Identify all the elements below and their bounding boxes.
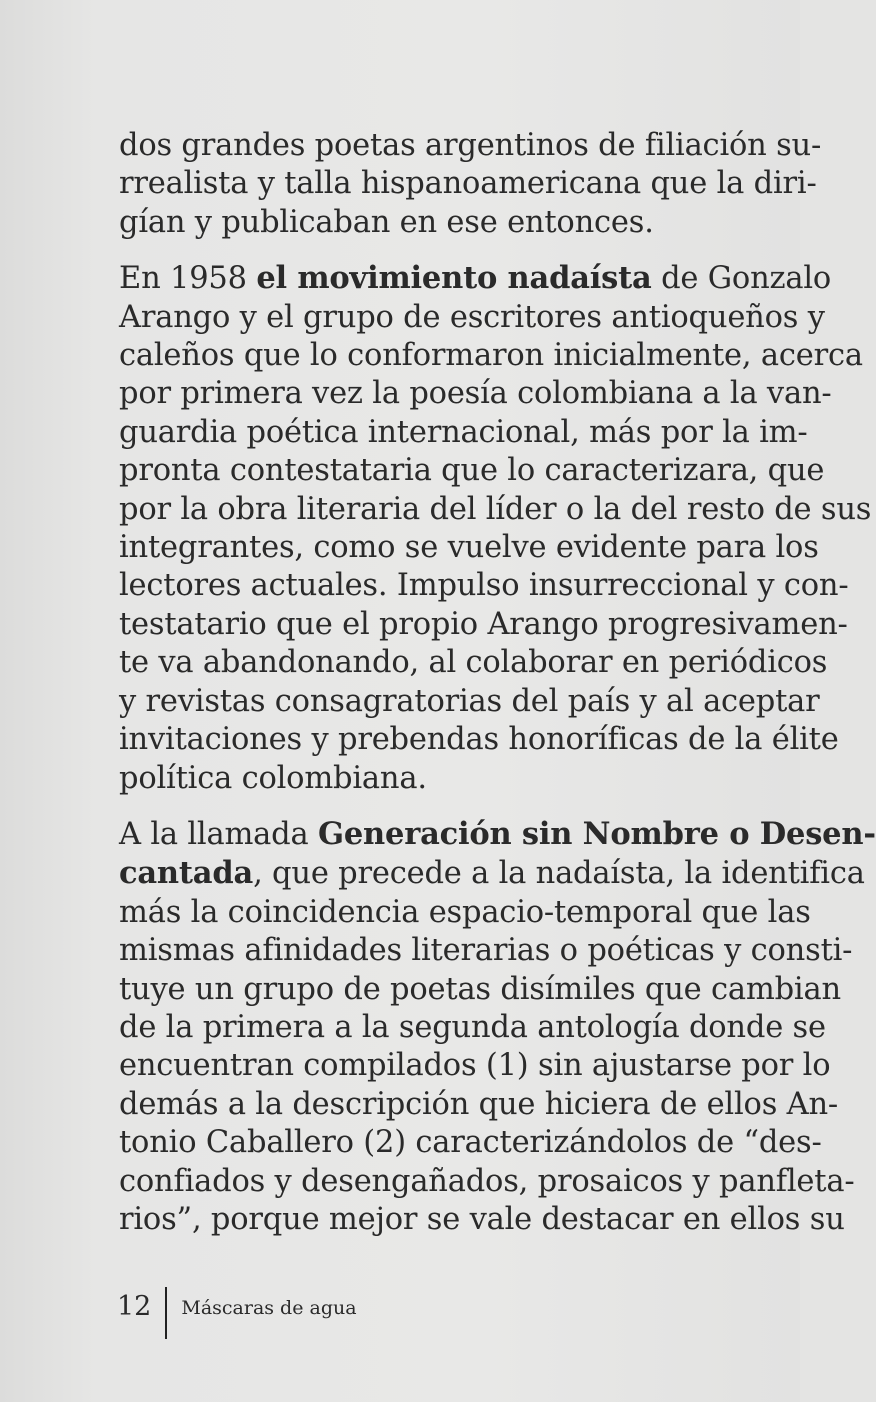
text-run: mismas afinidades literarias o poéticas y consti- (119, 933, 853, 969)
text-line (119, 1086, 839, 1124)
text-line (119, 760, 757, 798)
text-run: guardia poética internacional, más por la im- (119, 414, 808, 450)
text-run: A la llamada (119, 816, 318, 852)
body-text (119, 127, 876, 1239)
page-footer (117, 1287, 357, 1339)
text-line (119, 683, 820, 721)
text-line (119, 165, 817, 203)
text-run: política colombiana. (119, 760, 427, 796)
text-line (119, 971, 841, 1009)
text-line (119, 854, 865, 893)
text-run: y revistas consagratorias del país y al aceptar (119, 683, 820, 719)
text-run: dos grandes poetas argentinos de filiación su- (119, 128, 822, 163)
text-run: por la obra literaria del líder o la del resto de sus (119, 491, 872, 527)
text-run: gían y publicaban en ese entonces. (119, 204, 654, 240)
text-line (119, 337, 863, 375)
text-run: lectores actuales. Impulso insurreccional y con- (119, 568, 849, 604)
text-line (119, 567, 849, 605)
text-line (119, 1201, 845, 1239)
text-run: rios”, porque mejor se vale destacar en ellos su (119, 1201, 845, 1237)
text-line (119, 894, 811, 932)
text-run: encuentran compilados (1) sin ajustarse por lo (119, 1048, 831, 1084)
text-line (119, 1124, 822, 1162)
text-run: más la coincidencia espacio-temporal que las (119, 894, 811, 930)
running-title: Máscaras de agua (181, 1297, 357, 1319)
text-run: , que precede a la nadaísta, la identifica (253, 856, 865, 892)
text-line (119, 1163, 855, 1201)
footer-divider (165, 1287, 167, 1339)
text-line (119, 452, 825, 490)
text-line (119, 721, 839, 759)
text-line (119, 644, 828, 682)
text-run: invitaciones y prebendas honoríficas de la élite (119, 722, 839, 758)
text-run: confiados y desengañados, prosaicos y panfleta- (119, 1163, 855, 1199)
text-line (119, 375, 832, 413)
text-line (119, 204, 757, 242)
text-line (119, 1009, 826, 1047)
text-run: rrealista y talla hispanoamericana que la diri- (119, 166, 817, 202)
text-line (119, 127, 822, 165)
paragraph (119, 127, 822, 242)
text-run: de Gonzalo (651, 261, 832, 297)
text-line (119, 299, 825, 337)
paragraph (119, 259, 872, 798)
text-line (119, 491, 872, 529)
text-run: tuye un grupo de poetas disímiles que cambian (119, 971, 841, 1007)
bold-term: cantada (119, 855, 254, 892)
text-line (119, 1047, 831, 1085)
text-run: demás a la descripción que hiciera de ellos An- (119, 1086, 839, 1122)
page-number: 12 (117, 1291, 152, 1322)
text-line (119, 259, 832, 298)
text-run: de la primera a la segunda antología donde se (119, 1009, 826, 1045)
text-run: Arango y el grupo de escritores antioqueños y (119, 299, 825, 335)
text-run: pronta contestataria que lo caracterizara, que (119, 453, 825, 489)
text-line (119, 606, 848, 644)
text-line (119, 932, 853, 970)
text-run: integrantes, como se vuelve evidente para los (119, 530, 819, 566)
bold-term: el movimiento nadaísta (256, 260, 652, 297)
bold-term: Generación sin Nombre o Desen- (317, 815, 876, 852)
text-run: caleños que lo conformaron inicialmente, acerca (119, 338, 863, 374)
text-run: En 1958 (119, 261, 257, 297)
text-run: te va abandonando, al colaborar en periódicos (119, 645, 828, 681)
paragraph (119, 815, 876, 1239)
text-run: por primera vez la poesía colombiana a la van- (119, 376, 832, 412)
text-line (119, 414, 808, 452)
text-run: tonio Caballero (2) caracterizándolos de “des- (119, 1125, 822, 1161)
text-line (119, 529, 819, 567)
text-run: testatario que el propio Arango progresivamen- (119, 606, 848, 642)
text-line (119, 815, 876, 854)
